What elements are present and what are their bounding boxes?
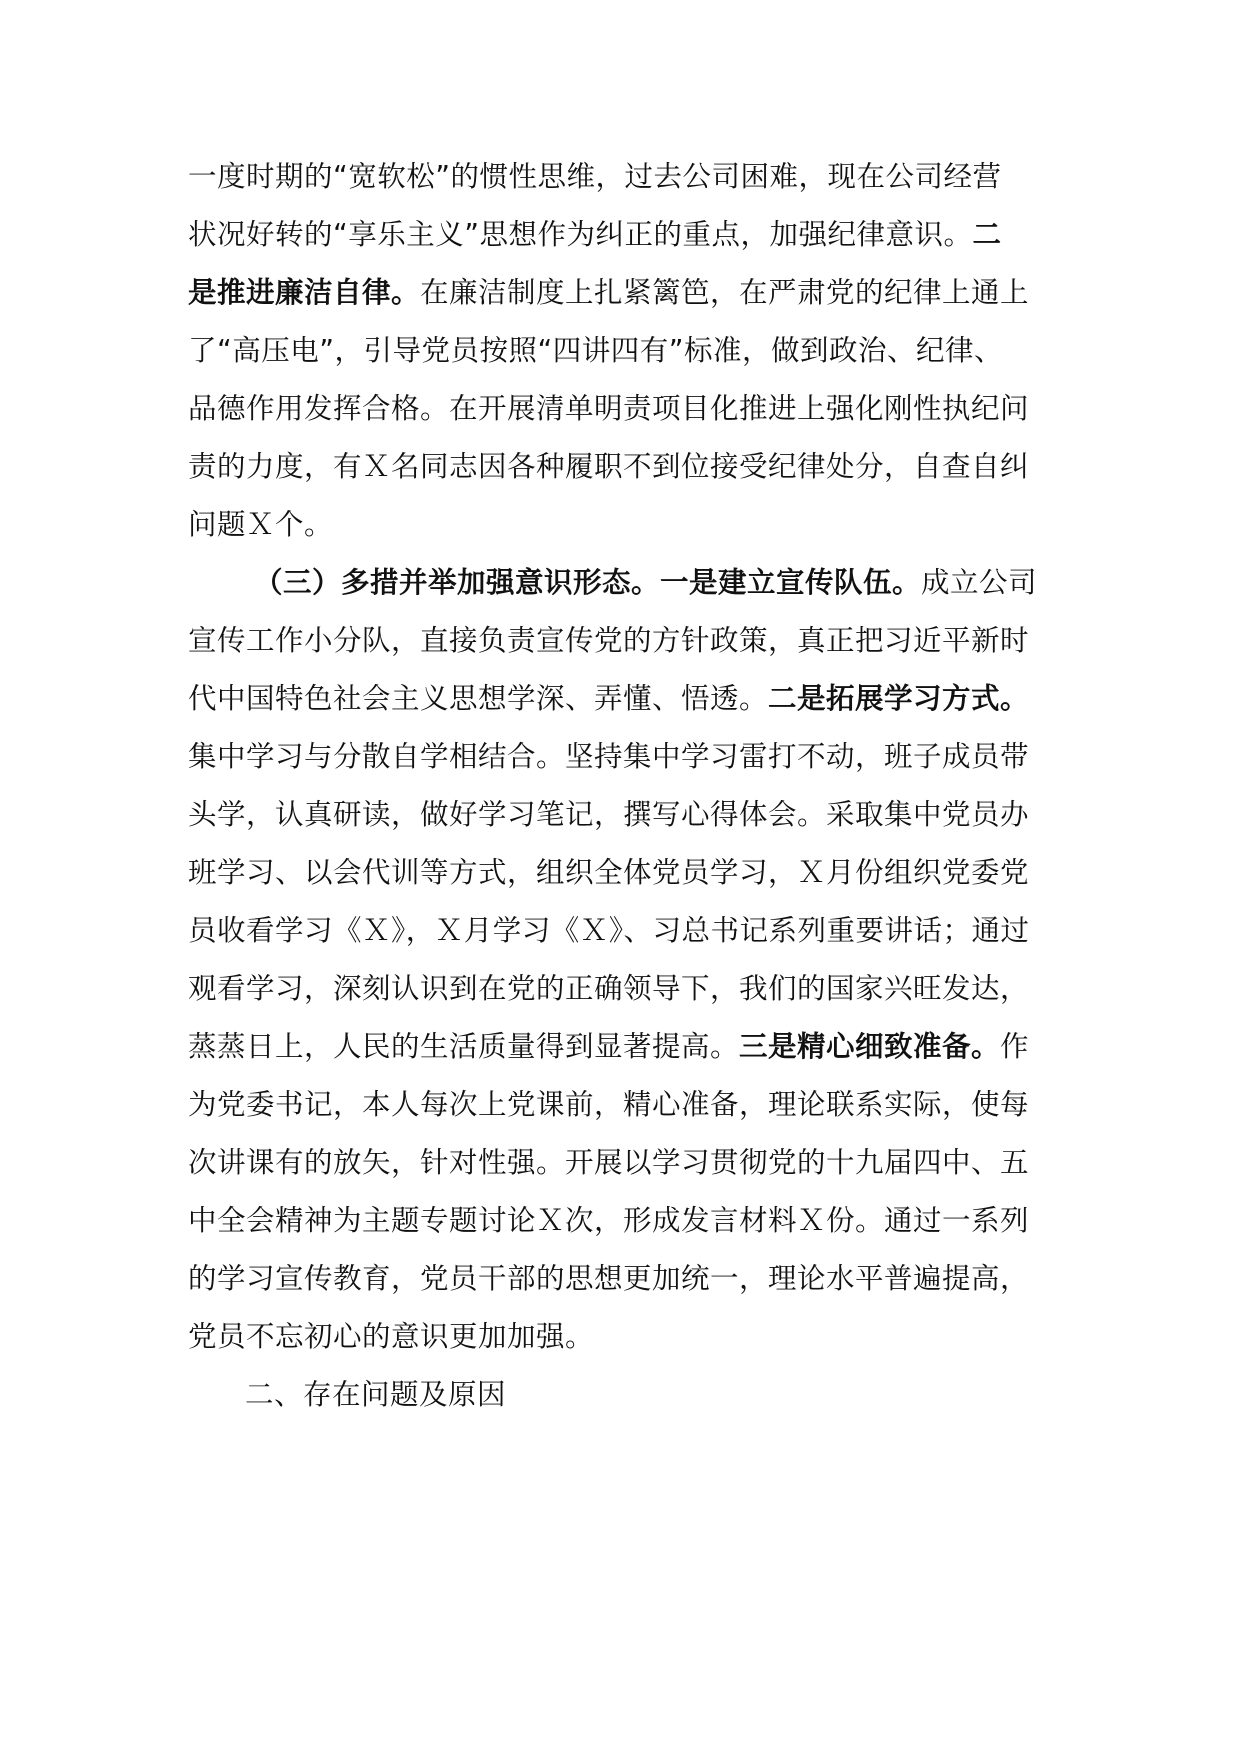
text-run: 了“高压电”，引导党员按照“四讲四有”标准，做到政治、纪律、 xyxy=(188,334,1004,367)
text-run: 头学，认真研读，做好学习笔记，撰写心得体会。采取集中党员办 xyxy=(188,798,1030,831)
text-line xyxy=(188,157,1002,197)
text-line xyxy=(188,1027,1029,1067)
text-run: 为党委书记，本人每次上党课前，精心准备，理论联系实际，使每 xyxy=(188,1088,1030,1121)
bold-run: 是推进廉洁自律。 xyxy=(188,276,421,309)
text-run: 中全会精神为主题专题讨论Ｘ次，形成发言材料Ｘ份。通过一系列 xyxy=(188,1204,1030,1237)
section-heading xyxy=(245,1375,506,1415)
text-line xyxy=(188,621,1029,661)
text-run: 的学习宣传教育，党员干部的思想更加统一，理论水平普遍提高， xyxy=(188,1262,1030,1295)
text-run: 问题Ｘ个。 xyxy=(188,508,334,541)
text-line xyxy=(188,1143,1029,1183)
text-run: 作 xyxy=(1000,1030,1030,1063)
text-line xyxy=(188,215,1002,255)
text-line xyxy=(188,911,1030,951)
text-run: 观看学习，深刻认识到在党的正确领导下，我们的国家兴旺发达， xyxy=(188,972,1030,1005)
text-line xyxy=(188,447,1029,487)
text-line xyxy=(188,1317,594,1357)
text-line xyxy=(188,389,1029,429)
text-run: 员收看学习《Ｘ》，Ｘ月学习《Ｘ》、习总书记系列重要讲话；通过 xyxy=(188,914,1030,947)
text-line xyxy=(188,1201,1029,1241)
text-line xyxy=(188,331,1003,371)
text-line xyxy=(188,505,333,545)
text-run: 代中国特色社会主义思想学深、弄懂、悟透。 xyxy=(188,682,769,715)
heading-text: 二、存在问题及原因 xyxy=(245,1378,507,1411)
text-run: 次讲课有的放矢，针对性强。开展以学习贯彻党的十九届四中、五 xyxy=(188,1146,1030,1179)
text-line xyxy=(188,1259,1029,1299)
bold-run: （三）多措并举加强意识形态。一是建立宣传队伍。 xyxy=(254,566,922,599)
text-line xyxy=(188,1085,1029,1125)
text-line xyxy=(188,969,1029,1009)
text-line xyxy=(188,679,1029,719)
bold-run: 三是精心细致准备。 xyxy=(739,1030,1001,1063)
text-line xyxy=(188,273,1029,313)
text-line xyxy=(188,853,1029,893)
text-line xyxy=(188,795,1029,835)
text-line xyxy=(254,563,1037,603)
text-line xyxy=(188,737,1029,777)
text-run: 品德作用发挥合格。在开展清单明责项目化推进上强化刚性执纪问 xyxy=(188,392,1030,425)
text-run: 宣传工作小分队，直接负责宣传党的方针政策，真正把习近平新时 xyxy=(188,624,1030,657)
text-run: 在廉洁制度上扎紧篱笆，在严肃党的纪律上通上 xyxy=(420,276,1030,309)
text-run: 状况好转的“享乐主义”思想作为纠正的重点，加强纪律意识。 xyxy=(188,218,973,251)
text-run: 蒸蒸日上，人民的生活质量得到显著提高。 xyxy=(188,1030,740,1063)
text-run: 责的力度，有Ｘ名同志因各种履职不到位接受纪律处分，自查自纠 xyxy=(188,450,1030,483)
text-run: 党员不忘初心的意识更加加强。 xyxy=(188,1320,595,1353)
text-run: 集中学习与分散自学相结合。坚持集中学习雷打不动，班子成员带 xyxy=(188,740,1030,773)
text-run: 班学习、以会代训等方式，组织全体党员学习，Ｘ月份组织党委党 xyxy=(188,856,1030,889)
bold-run: 二是拓展学习方式。 xyxy=(768,682,1030,715)
text-run: 成立公司 xyxy=(921,566,1038,599)
bold-run: 二 xyxy=(972,218,1002,251)
text-run: 一度时期的“宽软松”的惯性思维，过去公司困难，现在公司经营 xyxy=(188,160,1002,193)
